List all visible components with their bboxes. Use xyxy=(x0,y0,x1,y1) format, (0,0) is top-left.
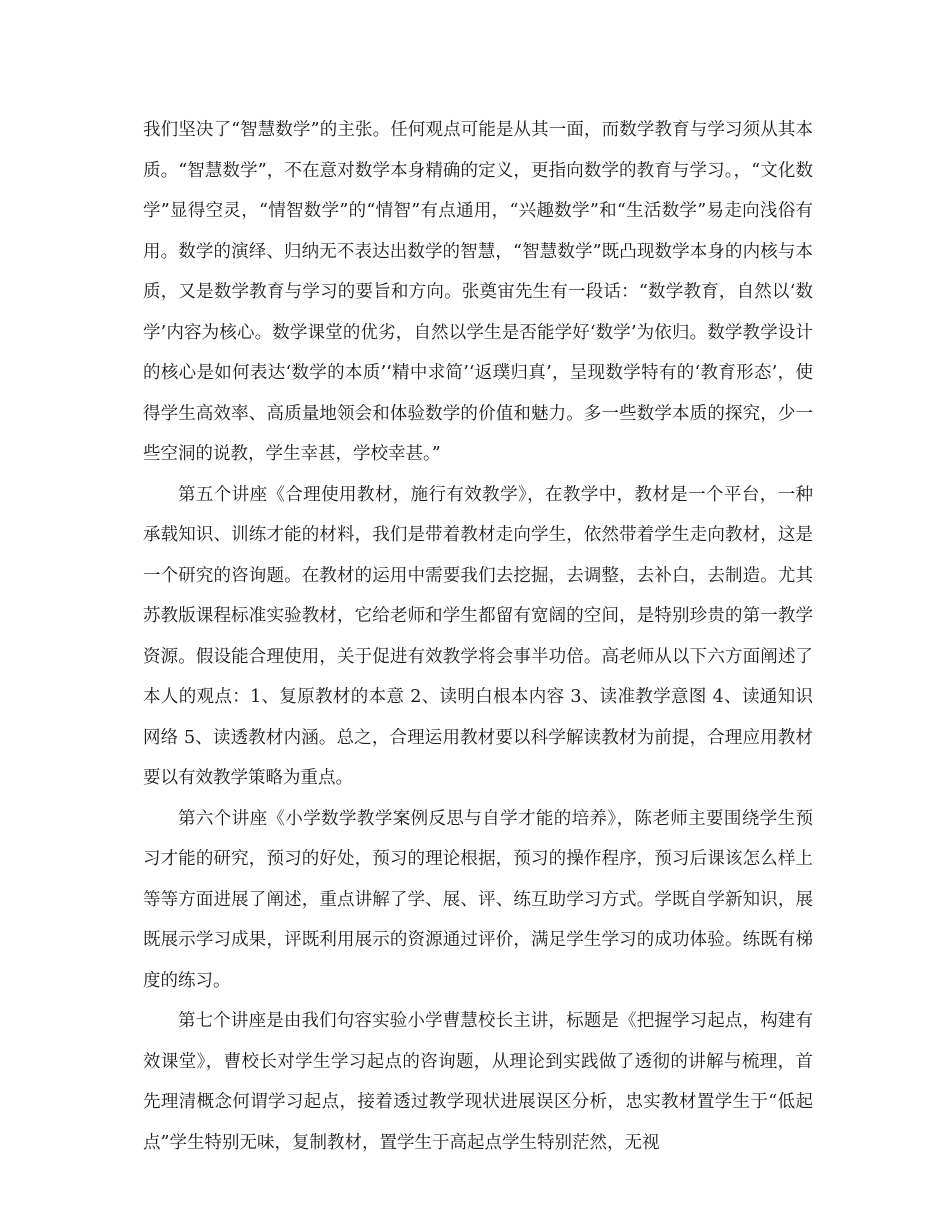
paragraph-lecture-seven: 第七个讲座是由我们句容实验小学曹慧校长主讲，标题是《把握学习起点，构建有效课堂》，曹校长对学生学习起点的咨询题，从理论到实践做了透彻的讲解与梳理，首先理清概念何谓学习起点，接着透过教学现状进展误区分析，忠实教材置学生于“低起点”学生特别无味，复制教材，置学生于高起点学生特别茫然，无视 xyxy=(143,1011,813,1153)
paragraph-smart-math: 我们坚决了“智慧数学”的主张。任何观点可能是从其一面，而数学教育与学习须从其本质。“智慧数学”，不在意对数学本身精确的定义，更指向数学的教育与学习。，“文化数学”显得空灵，“情智数学”的“情智”有点通用，“兴趣数学”和“生活数学”易走向浅俗有用。数学的演绎、归纳无不表达出数学的智慧，“智慧数学”既凸现数学本身的内核与本质，又是数学教育与学习的要旨和方向。张奠宙先生有一段话：“数学教育，自然以‘数学’内容为核心。数学课堂的优劣，自然以学生是否能学好‘数学’为依归。数学教学设计的核心是如何表达‘数学的本质’‘精中求简’‘返璞归真’，呈现数学特有的‘教育形态’，使得学生高效率、高质量地领会和体验数学的价值和魅力。多一些数学本质的探究，少一些空洞的说教，学生幸甚，学校幸甚。” xyxy=(143,120,813,464)
paragraph-lecture-six: 第六个讲座《小学数学教学案例反思与自学才能的培养》，陈老师主要围绕学生预习才能的研究，预习的好处，预习的理论根据，预习的操作程序，预习后课该怎么样上等等方面进展了阐述，重点讲解了学、展、评、练互助学习方式。学既自学新知识，展既展示学习成果，评既利用展示的资源通过评价，满足学生学习的成功体验。练既有梯度的练习。 xyxy=(143,808,813,991)
document-body xyxy=(143,110,813,1163)
paragraph-lecture-five: 第五个讲座《合理使用教材，施行有效教学》，在教学中，教材是一个平台，一种承载知识、训练才能的材料，我们是带着教材走向学生，依然带着学生走向教材，这是一个研究的咨询题。在教材的运用中需要我们去挖掘，去调整，去补白，去制造。尤其苏教版课程标准实验教材，它给老师和学生都留有宽阔的空间，是特别珍贵的第一教学资源。假设能合理使用，关于促进有效教学将会事半功倍。高老师从以下六方面阐述了本人的观点：1、复原教材的本意 2、读明白根本内容 3、读准教学意图 4、读通知识网络 5、读透教材内涵。总之，合理运用教材要以科学解读教材为前提，合理应用教材要以有效教学策略为重点。 xyxy=(143,484,813,788)
